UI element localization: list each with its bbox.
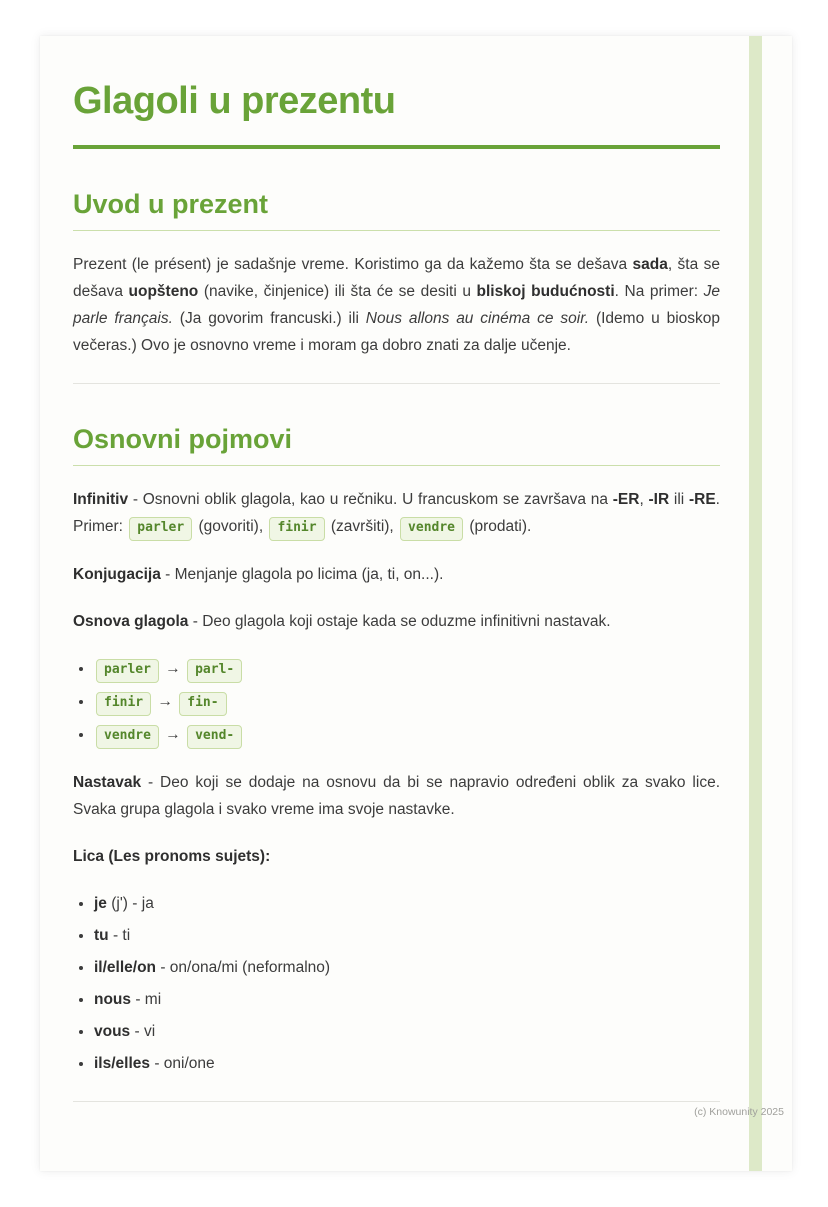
italic-text: Je parle français.: [73, 283, 721, 327]
paragraph: [73, 486, 720, 541]
bold-text: Infinitiv: [73, 491, 129, 508]
bold-text: bliskoj budućnosti: [476, 283, 615, 300]
bold-text: ils/elles: [94, 1054, 151, 1072]
bold-text: Osnova glagola: [73, 612, 189, 630]
text-segment: - Osnovni oblik glagola, kao u rečniku. U francuskom se završava na: [128, 491, 613, 508]
text-segment: . Na primer:: [614, 283, 704, 300]
text-segment: (Ja govorim francuski.) ili: [172, 310, 366, 327]
code-chip: finir: [269, 517, 324, 541]
list-item: [94, 922, 720, 949]
list-item: [94, 1050, 720, 1077]
code-chip: parler: [129, 517, 192, 541]
section-uvod-u-prezent: [73, 189, 720, 359]
text-segment: - oni/one: [150, 1054, 215, 1072]
bold-text: nous: [94, 990, 132, 1008]
list-item: [94, 890, 720, 917]
italic-text: Nous allons au cinéma ce soir.: [365, 310, 590, 327]
section-heading: Osnovni pojmovi: [73, 424, 720, 466]
text-segment: . Primer:: [73, 491, 720, 535]
text-segment: - ti: [108, 926, 131, 944]
bold-text: tu: [94, 926, 109, 944]
section-heading: Uvod u prezent: [73, 189, 720, 231]
text-segment: (j') - ja: [106, 894, 154, 912]
text-segment: - vi: [130, 1022, 156, 1040]
paragraph: [73, 608, 720, 635]
bold-text: il/elle/on: [94, 958, 157, 976]
paragraph: [73, 251, 720, 359]
text-segment: - Deo koji se dodaje na osnovu da bi se napravio određeni oblik za svako lice. Svaka grupa glagola i svako vreme ima svoje nastavke.: [73, 773, 720, 818]
list-item: [94, 655, 720, 683]
title-rule: [73, 145, 720, 149]
bold-text: je: [94, 894, 107, 912]
paragraph: [73, 769, 720, 823]
bold-text: Konjugacija: [73, 565, 161, 583]
page-title: Glagoli u prezentu: [73, 80, 396, 122]
list-item: [94, 1018, 720, 1045]
paragraph: [73, 843, 720, 870]
text-segment: (prodati).: [465, 518, 532, 535]
text-segment: (završiti),: [326, 518, 399, 535]
text-segment: - on/ona/mi (neformalno): [156, 958, 331, 976]
bold-text: -RE: [688, 491, 716, 508]
list-item: [94, 954, 720, 981]
text-segment: (govoriti),: [194, 518, 268, 535]
text-segment: - Menjanje glagola po licima (ja, ti, on...).: [160, 565, 444, 583]
page-edge-strip: [749, 36, 762, 1171]
list-item: [94, 688, 720, 716]
bold-text: -IR: [648, 491, 670, 508]
text-segment: (navike, činjenice) ili šta će se desiti u: [198, 283, 477, 300]
section-osnovni-pojmovi: [73, 424, 720, 1077]
document-page: [40, 36, 792, 1171]
list-item: [94, 721, 720, 749]
code-chip: fin-: [179, 692, 226, 716]
watermark: (c) Knowunity 2025: [694, 1106, 784, 1118]
paragraph: [73, 561, 720, 588]
text-segment: ili: [669, 491, 689, 508]
code-chip: parler: [96, 659, 159, 683]
bold-text: Nastavak: [73, 773, 142, 791]
text-segment: - mi: [131, 990, 162, 1008]
bold-text: sada: [632, 256, 668, 273]
code-chip: finir: [96, 692, 151, 716]
document-body: [73, 189, 720, 1102]
bold-text: -ER: [612, 491, 640, 508]
code-chip: parl-: [187, 659, 242, 683]
text-segment: →: [160, 725, 186, 743]
bullet-list: [73, 655, 720, 749]
bold-text: uopšteno: [128, 283, 199, 300]
section-divider: [73, 383, 720, 384]
text-segment: , šta se dešava: [73, 256, 720, 300]
list-item: [94, 986, 720, 1013]
code-chip: vend-: [187, 725, 242, 749]
text-segment: - Deo glagola koji ostaje kada se oduzme infinitivni nastavak.: [188, 612, 611, 630]
section-divider: [73, 1101, 720, 1102]
code-chip: vendre: [96, 725, 159, 749]
text-segment: (Idemo u bioskop večeras.) Ovo je osnovno vreme i moram ga dobro znati za dalje učenje.: [73, 310, 720, 354]
bullet-list: [73, 890, 720, 1077]
text-segment: Prezent (le présent) je sadašnje vreme. Koristimo ga da kažemo šta se dešava: [73, 256, 633, 273]
bold-text: Lica (Les pronoms sujets):: [73, 847, 271, 865]
code-chip: vendre: [400, 517, 463, 541]
bold-text: vous: [94, 1022, 131, 1040]
text-segment: →: [153, 692, 178, 710]
text-segment: ,: [639, 491, 649, 508]
text-segment: →: [160, 659, 186, 677]
